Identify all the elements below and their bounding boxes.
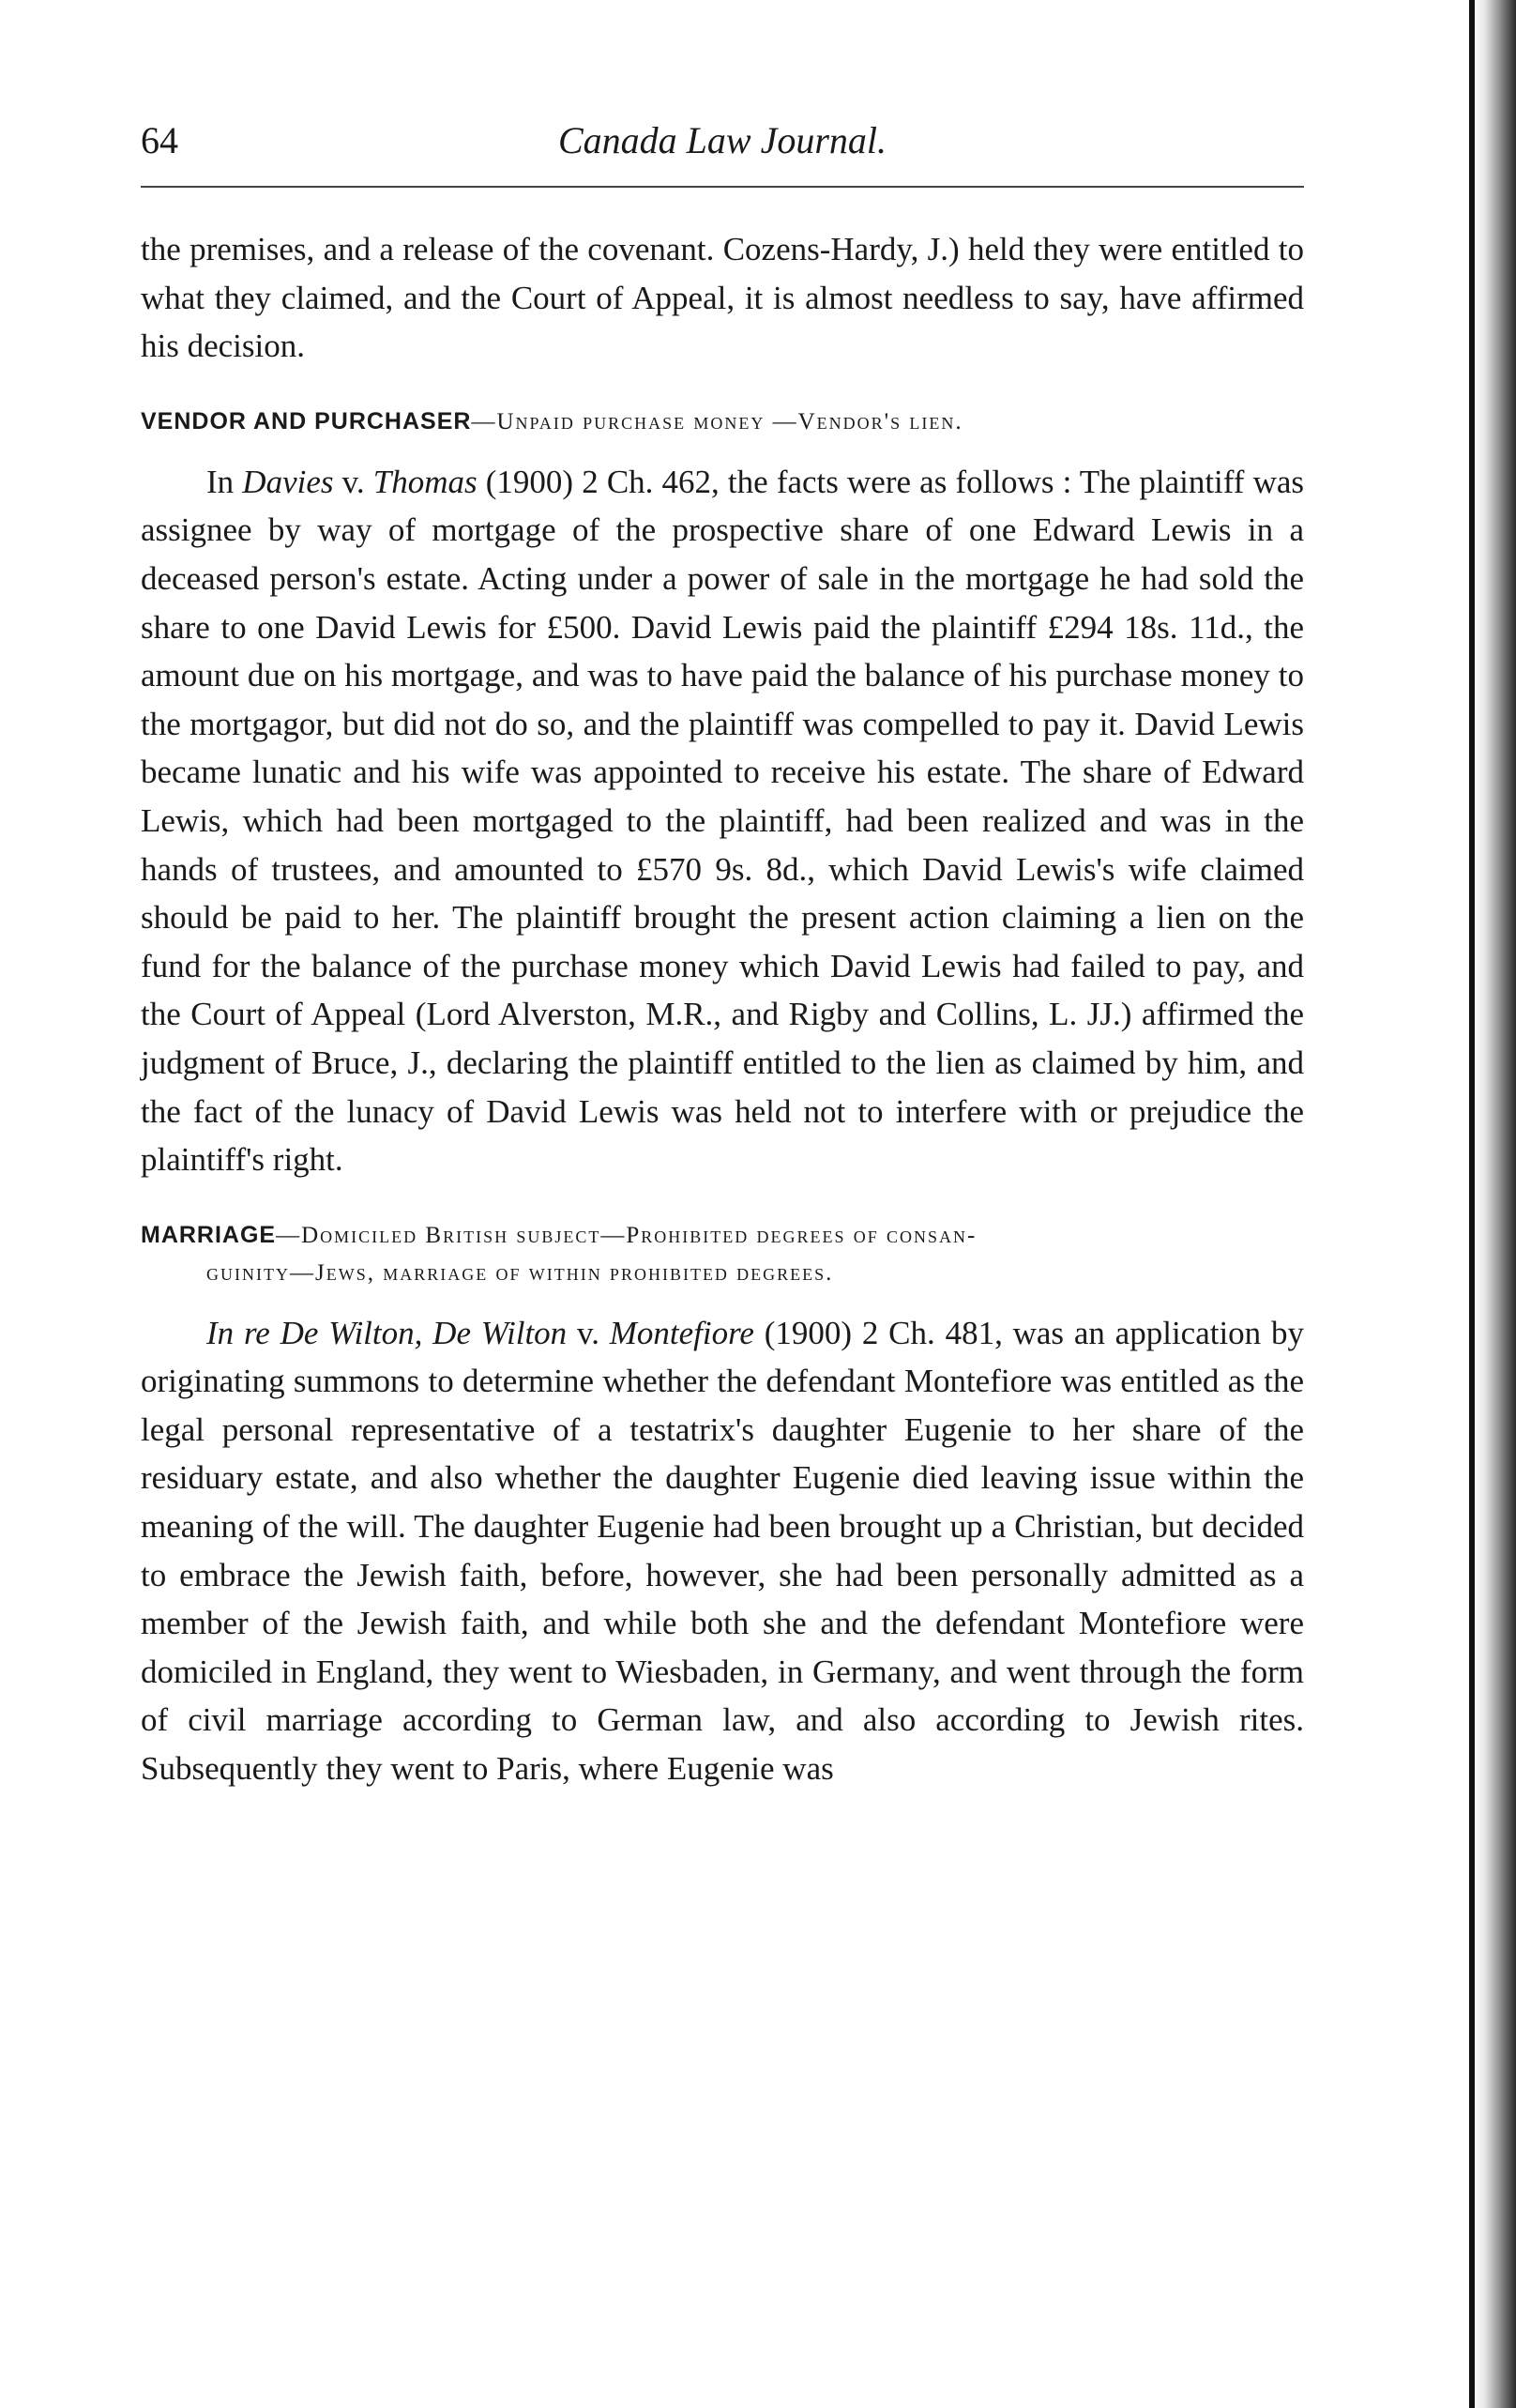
section-paragraph-marriage xyxy=(141,1309,1304,1793)
intro-text: In xyxy=(206,463,243,500)
page-header xyxy=(141,113,1304,178)
paragraph-body: (1900) 2 Ch. 462, the facts were as follows : The plaintiff was assignee by way of mortgage of the prospective share of one Edward Lewis in a deceased person's estate. Acting under a power of sale in the mortgage he had sold the share to one David Lewis for £500. David Lewis paid the plaintiff £294 18s. 11d., the amount due on his mortgage, and was to have paid the balance of his purchase money to the mortgagor, but did not do so, and the plaintiff was compelled to pay it. David Lewis became lunatic and his wife was appointed to receive his estate. The share of Edward Lewis, which had been mortgaged to the plaintiff, had been realized and was in the hands of trustees, and amounted to £570 9s. 8d., which David Lewis's wife claimed should be paid to her. The plaintiff brought the present action claiming a lien on the fund for the balance of the purchase money which David Lewis had failed to pay, and the Court of Appeal (Lord Alverston, M.R., and Rigby and Collins, L. JJ.) affirmed the judgment of Bruce, J., declaring the plaintiff entitled to the lien as claimed by him, and the fact of the lunacy of David Lewis was held not to interfere with or prejudice the plaintiff's right. xyxy=(141,463,1305,1179)
heading-lead: MARRIAGE xyxy=(141,1221,277,1248)
case-versus: v. xyxy=(567,1314,610,1351)
heading-subtitle-continued: guinity—Jews, marriage of within prohibited degrees. xyxy=(206,1259,834,1286)
header-rule xyxy=(141,186,1304,188)
paragraph-body: (1900) 2 Ch. 481, was an application by originating summons to determine whether the defendant Montefiore was entitled as the legal personal representative of a testatrix's daughter Eugenie to her share of the residuary estate, and also whether the daughter Eugenie died leaving issue within the meaning of the will. The daughter Eugenie had been brought up a Christian, but decided to embrace the Jewish faith, before, however, she had been personally admitted as a member of the Jewish faith, and while both she and the defendant Montefiore were domiciled in England, they went to Wiesbaden, in Germany, and went through the form of civil marriage according to German law, and also according to Jewish rites. Subsequently they went to Paris, where Eugenie was xyxy=(141,1314,1304,1788)
page-edge-line xyxy=(1469,0,1475,2408)
book-spine-edge xyxy=(1471,0,1516,2408)
continued-paragraph: the premises, and a release of the covenant. Cozens-Hardy, J.) held they were entitled to what they claimed, and the Court of Appeal, it is almost needless to say, have affirmed his decision. xyxy=(141,231,1304,365)
heading-lead: VENDOR AND PURCHASER xyxy=(141,407,472,434)
running-title: Canada Law Journal. xyxy=(557,119,887,161)
case-title: In re De Wilton, De Wilton xyxy=(206,1314,568,1351)
heading-subtitle: —Domiciled British subject—Prohibited degrees of consan- xyxy=(276,1222,978,1248)
page-number: 64 xyxy=(141,119,178,161)
body-text xyxy=(141,225,1304,1793)
case-party-2: Montefiore xyxy=(609,1314,754,1351)
section-heading-vendor xyxy=(141,403,1304,441)
section-heading-marriage xyxy=(141,1216,1304,1292)
section-paragraph-vendor xyxy=(141,458,1304,1184)
case-party-2: Thomas xyxy=(372,463,478,500)
heading-subtitle: —Unpaid purchase money —Vendor's lien. xyxy=(471,408,963,434)
case-party-1: Davies xyxy=(242,463,334,500)
case-versus: v. xyxy=(333,463,373,500)
